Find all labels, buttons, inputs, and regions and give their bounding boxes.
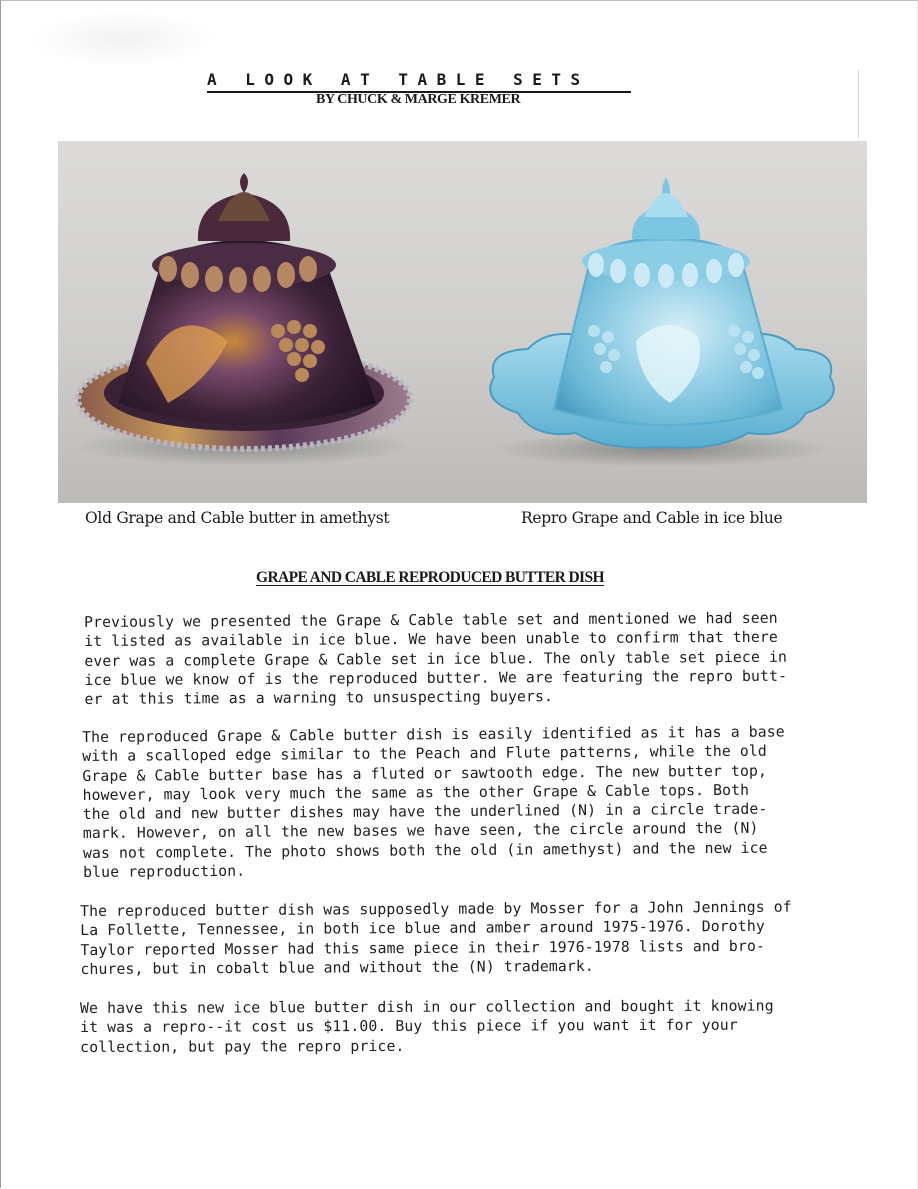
amethyst-butter-dish <box>74 173 414 466</box>
paragraph-line: La Follette, Tennessee, in both ice blue and amber around 1975-1976. Dorothy <box>80 918 765 940</box>
paragraph-3 <box>80 897 850 979</box>
butter-dish-photo <box>58 141 867 503</box>
photo-caption-right: Repro Grape and Cable in ice blue <box>521 509 783 527</box>
section-heading: GRAPE AND CABLE REPRODUCED BUTTER DISH <box>256 569 604 586</box>
paragraph-line: ice blue we know of is the reproduced butter. We are featuring the repro butt- <box>84 667 788 689</box>
paragraph-line: The reproduced butter dish was supposedly made by Mosser for a John Jennings of <box>80 898 792 920</box>
paragraph-line: Taylor reported Mosser had this same piece in their 1976-1978 lists and bro- <box>80 937 765 959</box>
paragraph-line: however, may look very much the same as the other Grape & Cable tops. Both <box>82 781 750 804</box>
paragraph-line: Previously we presented the Grape & Cable table set and mentioned we had seen <box>84 609 778 631</box>
paragraph-line: ever was a complete Grape & Cable set in ice blue. The only table set piece in <box>84 648 788 670</box>
paragraph-line: chures, but in cobalt blue and without the (N) trademark. <box>80 957 594 978</box>
paragraph-line: the old and new butter dishes may have the underlined (N) in a circle trade- <box>82 800 768 824</box>
paragraph-1 <box>84 608 855 709</box>
paragraph-line: Grape & Cable butter base has a fluted or sawtooth edge. The new butter top, <box>82 762 768 785</box>
photo-caption-left: Old Grape and Cable butter in amethyst <box>85 509 390 527</box>
paragraph-line: collection, but pay the repro price. <box>80 1037 405 1056</box>
paragraph-line: it listed as available in ice blue. We have been unable to confirm that there <box>84 629 778 651</box>
article-title: A LOOK AT TABLE SETS <box>207 70 631 93</box>
scan-edge <box>628 70 859 138</box>
scan-smudge <box>28 10 218 68</box>
paragraph-line: The reproduced Grape & Cable butter dish is easily identified as it has a base <box>82 723 785 746</box>
paragraph-line: blue reproduction. <box>83 862 246 882</box>
paragraph-line: with a scalloped edge similar to the Peach and Flute patterns, while the old <box>82 742 767 766</box>
paragraph-line: it was a repro--it cost us $11.00. Buy this piece if you want it for your <box>80 1017 738 1037</box>
paragraph-line: We have this new ice blue butter dish in our collection and bought it knowing <box>80 997 774 1017</box>
paragraph-line: mark. However, on all the new bases we have seen, the circle around the (N) <box>82 820 759 843</box>
paragraph-2 <box>82 722 853 882</box>
paragraph-line: er at this time as a warning to unsuspecting buyers. <box>84 688 554 709</box>
article-byline: BY CHUCK & MARGE KREMER <box>316 92 521 107</box>
paragraph-4 <box>80 996 850 1057</box>
ice-blue-butter-dish <box>490 177 834 467</box>
paragraph-line: was not complete. The photo shows both the old (in amethyst) and the new ice <box>82 839 768 862</box>
